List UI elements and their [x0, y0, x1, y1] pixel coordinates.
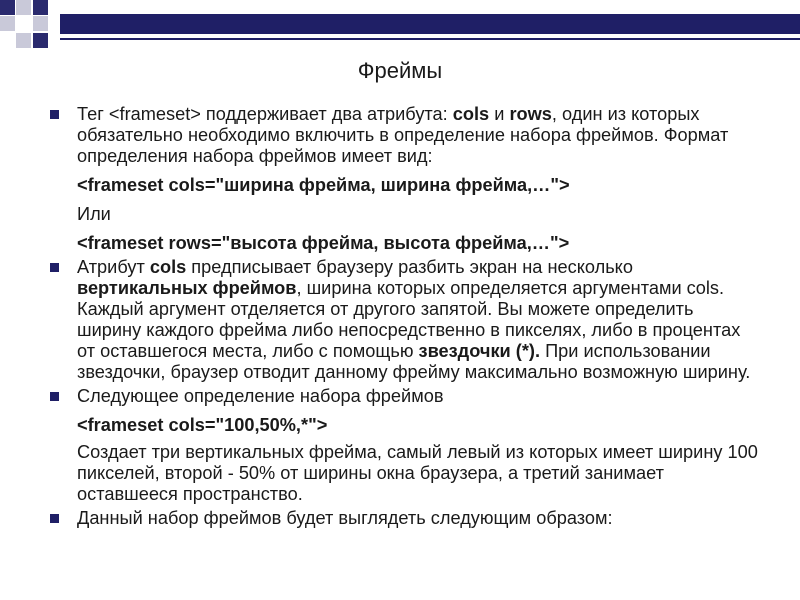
bullet-item	[50, 386, 760, 505]
bullet-item	[50, 104, 760, 254]
bullet-square-icon	[50, 110, 59, 119]
decor-square	[33, 33, 48, 48]
bullet-item	[50, 508, 760, 529]
decor-square	[16, 16, 31, 31]
code-description: Создает три вертикальных фрейма, самый левый из которых имеет ширину 100 пикселей, второй - 50% от ширины окна браузера, а третий занимает оставшееся пространство.	[77, 442, 758, 504]
decor-square	[0, 16, 15, 31]
bullet-text: Данный набор фреймов будет выглядеть следующим образом:	[77, 508, 613, 528]
code-line: <frameset cols="100,50%,*">	[77, 415, 328, 435]
decor-square	[33, 16, 48, 31]
bullet-item	[50, 257, 760, 383]
bullet-text: Следующее определение набора фреймов	[77, 386, 444, 406]
bullet-square-icon	[50, 263, 59, 272]
bullet-text: Атрибут cols предписывает браузеру разбить экран на несколько вертикальных фреймов, ширина которых определяется аргументами cols. Каждый аргумент отделяется от другого запятой. Вы можете определить ширину каждого фрейма либо непосредственно в пикселях, либо в процентах от оставшегося места, либо с помощью звездочки (*). При использовании звездочки, браузер отводит данному фрейму максимально возможную ширину.	[77, 257, 751, 382]
slide-content	[50, 104, 760, 532]
or-text: Или	[77, 204, 111, 224]
code-line: <frameset cols="ширина фрейма, ширина фрейма,…">	[77, 175, 570, 195]
decor-square	[0, 0, 15, 15]
slide-title: Фреймы	[357, 58, 443, 83]
decor-square	[33, 0, 48, 15]
decor-square	[16, 0, 31, 15]
bullet-square-icon	[50, 514, 59, 523]
decor-square	[16, 33, 31, 48]
code-line: <frameset rows="высота фрейма, высота фрейма,…">	[77, 233, 570, 253]
bullet-square-icon	[50, 392, 59, 401]
header-bar	[60, 14, 800, 34]
header-divider	[60, 38, 800, 40]
bullet-text: Тег <frameset> поддерживает два атрибута: cols и rows, один из которых обязательно необходимо включить в определение набора фреймов. Формат определения набора фреймов имеет вид:	[77, 104, 729, 166]
